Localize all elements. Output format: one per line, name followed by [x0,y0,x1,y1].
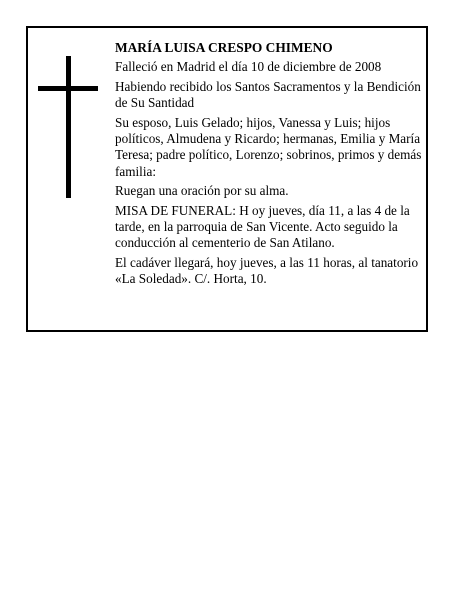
funeral-mass-line: MISA DE FUNERAL: H oy jueves, día 11, a las 4 de la tarde, en la parroquia de San Vicente. Acto seguido la conducción al cementerio de San Atilano. [115,202,410,251]
sacraments-line: Habiendo recibido los Santos Sacramentos y la Bendición de Su Santidad [115,78,421,111]
deceased-name: MARÍA LUISA CRESPO CHIMENO [115,40,333,55]
prayer-line: Ruegan una oración por su alma. [115,183,289,199]
obituary-notice [26,26,428,332]
latin-cross-icon [38,56,98,198]
notice-text [115,40,427,291]
cross-horizontal-bar [38,86,98,91]
death-date-line: Falleció en Madrid el día 10 de diciembre de 2008 [115,59,382,75]
family-line: Su esposo, Luis Gelado; hijos, Vanessa y Luis; hijos políticos, Almudena y Ricardo; hermanas, Emilia y María Teresa; padre político, Lorenzo; sobrinos, primos y demás familia: [115,114,422,179]
wake-location-line: El cadáver llegará, hoy jueves, a las 11 horas, al tanatorio «La Soledad». C/. Horta, 10. [115,254,419,287]
cross-vertical-bar [66,56,71,198]
